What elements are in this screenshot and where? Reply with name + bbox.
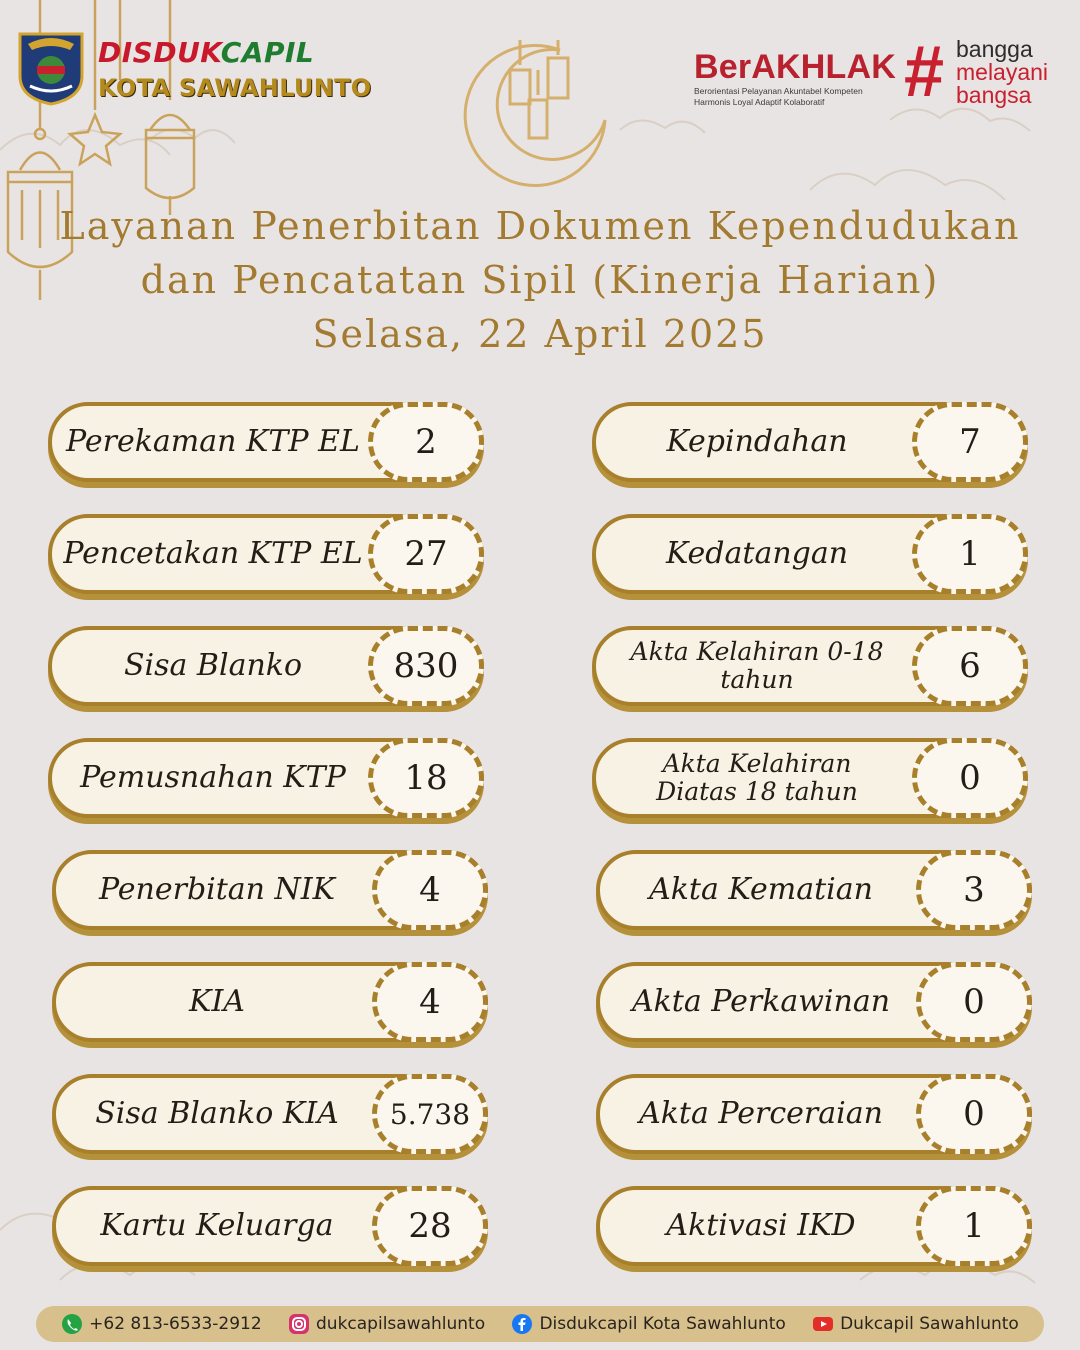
stat-row-pencetakan-ktp-el	[48, 514, 484, 594]
berakhlak-tagline-1: Berorientasi Pelayanan Akuntabel Kompeten	[694, 86, 863, 96]
hashtag-line-3: bangsa	[956, 82, 1032, 108]
stat-row-perekaman-ktp-el	[48, 402, 484, 482]
youtube-contact[interactable]	[812, 1313, 1019, 1335]
whatsapp-number: +62 813-6533-2912	[89, 1314, 262, 1334]
stat-row-kepindahan	[592, 402, 1028, 482]
whatsapp-contact[interactable]	[61, 1313, 262, 1335]
whatsapp-icon	[61, 1313, 83, 1335]
stat-label: Sisa Blanko KIA	[52, 1074, 488, 1154]
stat-value: 830	[368, 626, 484, 706]
stat-label: Aktivasi IKD	[596, 1186, 1032, 1266]
facebook-page: Disdukcapil Kota Sawahlunto	[539, 1314, 786, 1334]
stat-label: Sisa Blanko	[48, 626, 484, 706]
stat-value: 5.738	[372, 1074, 488, 1154]
instagram-icon	[288, 1313, 310, 1335]
instagram-handle: dukcapilsawahlunto	[316, 1314, 486, 1334]
stat-value: 0	[912, 738, 1028, 818]
bangga-melayani-bangsa-logo	[904, 34, 1074, 114]
stat-label: Akta Kelahiran 0-18 tahun	[592, 626, 1028, 706]
stat-value: 7	[912, 402, 1028, 482]
stat-row-akta-kelahiran-diatas-18	[592, 738, 1028, 818]
facebook-icon	[511, 1313, 533, 1335]
berakhlak-logo	[694, 50, 904, 108]
stat-label: Pemusnahan KTP	[48, 738, 484, 818]
page-title-line-1: Layanan Penerbitan Dokumen Kependudukan	[59, 204, 1021, 248]
stat-label: Akta Kematian	[596, 850, 1032, 930]
stat-row-akta-kelahiran-0-18	[592, 626, 1028, 706]
stat-value: 0	[916, 1074, 1032, 1154]
instagram-contact[interactable]	[288, 1313, 485, 1335]
facebook-contact[interactable]	[511, 1313, 785, 1335]
stat-row-penerbitan-nik	[52, 850, 488, 930]
stat-row-kedatangan	[592, 514, 1028, 594]
stat-row-kia	[52, 962, 488, 1042]
report-date: Selasa, 22 April 2025	[312, 312, 768, 356]
stat-label: Penerbitan NIK	[52, 850, 488, 930]
stat-row-akta-kematian	[596, 850, 1032, 930]
stat-row-sisa-blanko-kia	[52, 1074, 488, 1154]
contact-bar	[36, 1306, 1044, 1342]
city-emblem	[18, 30, 84, 106]
stat-row-pemusnahan-ktp	[48, 738, 484, 818]
stat-label: Akta Perceraian	[596, 1074, 1032, 1154]
hashtag-line-2: melayani	[956, 59, 1049, 85]
stat-label: Akta Kelahiran Diatas 18 tahun	[592, 738, 1028, 818]
stat-row-sisa-blanko	[48, 626, 484, 706]
stat-row-aktivasi-ikd	[596, 1186, 1032, 1266]
stat-label: Perekaman KTP EL	[48, 402, 484, 482]
stat-label: Kepindahan	[592, 402, 1028, 482]
stat-value: 6	[912, 626, 1028, 706]
stat-value: 0	[916, 962, 1032, 1042]
stat-label: Kartu Keluarga	[52, 1186, 488, 1266]
stat-value: 3	[916, 850, 1032, 930]
hashtag-line-1: bangga	[956, 36, 1033, 62]
stat-value: 28	[372, 1186, 488, 1266]
stat-value: 18	[368, 738, 484, 818]
org-name: DISDUKCAPIL	[98, 36, 315, 69]
stat-value: 2	[368, 402, 484, 482]
stat-value: 4	[372, 850, 488, 930]
stat-label: KIA	[52, 962, 488, 1042]
hashtag-icon: #	[904, 32, 945, 112]
page-title-line-2: dan Pencatatan Sipil (Kinerja Harian)	[140, 258, 940, 302]
stat-label: Akta Perkawinan	[596, 962, 1032, 1042]
berakhlak-word: BerAKHLAK	[694, 48, 897, 86]
stat-value: 4	[372, 962, 488, 1042]
stat-row-akta-perceraian	[596, 1074, 1032, 1154]
stat-value: 1	[912, 514, 1028, 594]
stat-row-kartu-keluarga	[52, 1186, 488, 1266]
org-city: KOTA SAWAHLUNTO	[98, 74, 372, 102]
youtube-channel: Dukcapil Sawahlunto	[840, 1314, 1019, 1334]
stat-value: 1	[916, 1186, 1032, 1266]
berakhlak-tagline-2: Harmonis Loyal Adaptif Kolaboratif	[694, 97, 825, 107]
youtube-icon	[812, 1313, 834, 1335]
stat-label: Pencetakan KTP EL	[48, 514, 484, 594]
stat-value: 27	[368, 514, 484, 594]
stat-label: Kedatangan	[592, 514, 1028, 594]
stat-row-akta-perkawinan	[596, 962, 1032, 1042]
